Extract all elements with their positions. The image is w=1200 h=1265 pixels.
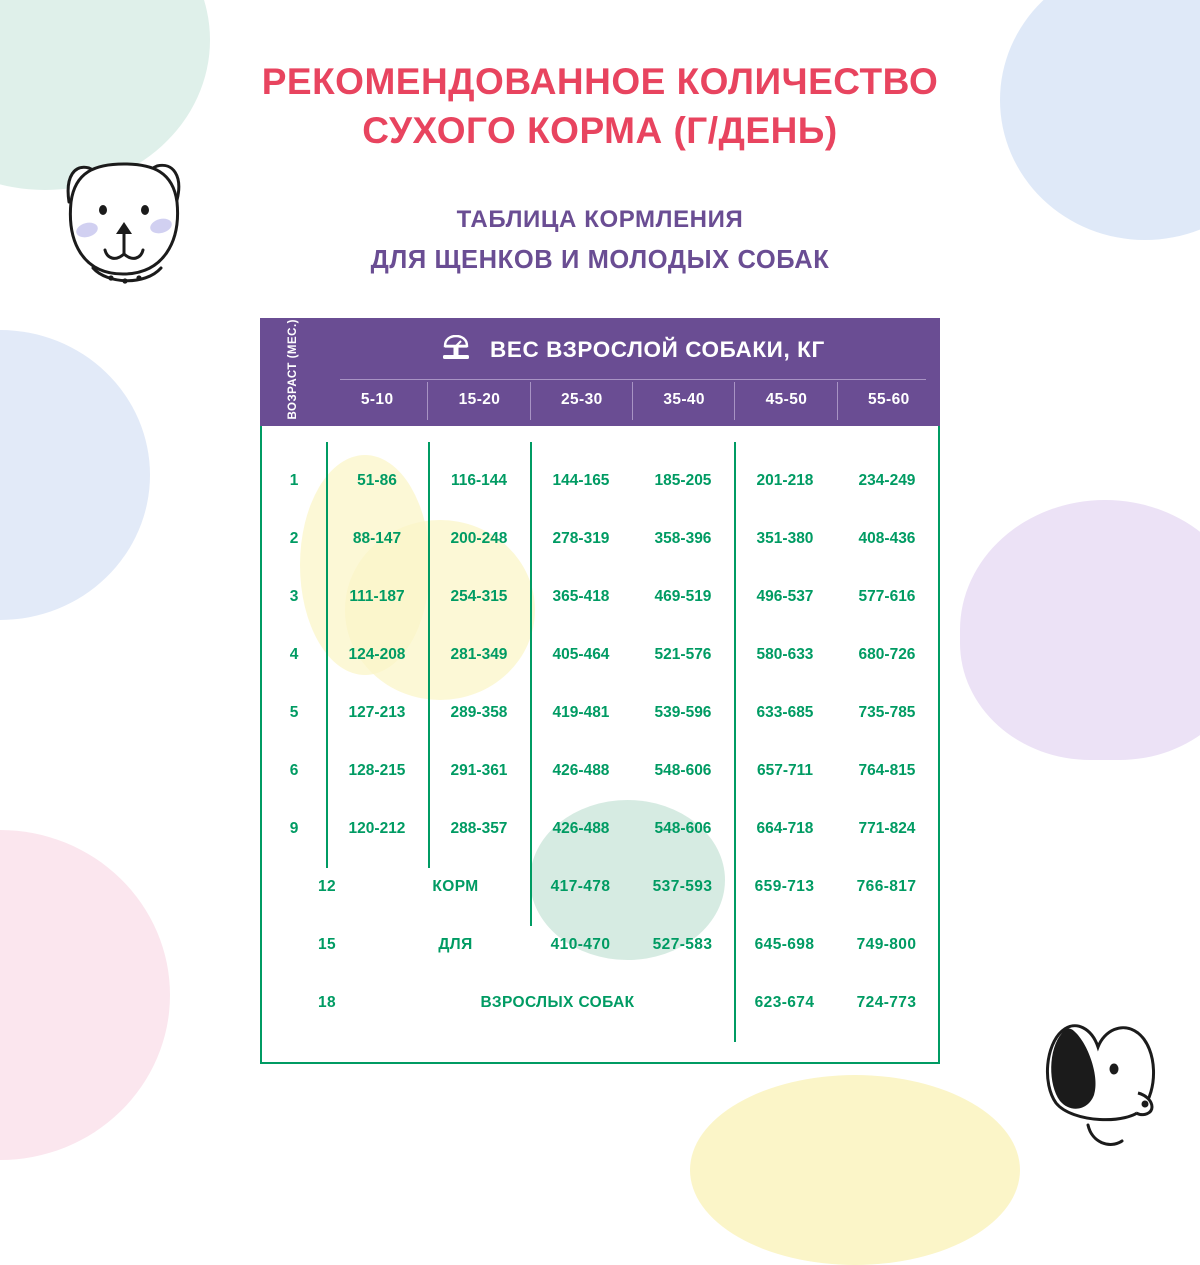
table-row [262, 626, 938, 684]
weight-column-5: 45-50 [735, 380, 837, 425]
weight-column-3: 25-30 [531, 380, 633, 425]
weight-columns-row [260, 380, 940, 425]
cell: 185-205 [654, 471, 712, 489]
row-age: 9 [289, 819, 299, 837]
cell: 111-187 [326, 568, 428, 626]
cell: 291-361 [428, 742, 530, 800]
cell: 623-674 [734, 974, 836, 1032]
dog-head-illustration-right [1018, 1007, 1188, 1172]
table-row [262, 742, 938, 800]
cell: 144-165 [530, 452, 632, 510]
table-row [262, 974, 938, 1032]
weight-column-4: 35-40 [633, 380, 735, 425]
cell: 408-436 [858, 529, 916, 547]
row-age: 2 [289, 529, 299, 547]
row-age: 5 [289, 703, 299, 721]
cell: 664-718 [734, 800, 836, 858]
cell: 659-713 [734, 858, 836, 916]
cell: 657-711 [734, 742, 836, 800]
dog-head-illustration-left [45, 150, 205, 305]
scale-icon [441, 335, 471, 367]
cell: 724-773 [856, 993, 917, 1011]
cell: 410-470 [550, 935, 611, 953]
cell: 417-478 [530, 858, 632, 916]
cell: 288-357 [428, 800, 530, 858]
feeding-table [260, 318, 940, 1064]
weight-column-1: 5-10 [326, 380, 428, 425]
cell: 469-519 [654, 587, 712, 605]
cell: 278-319 [530, 510, 632, 568]
subtitle-line-2: ДЛЯ ЩЕНКОВ И МОЛОДЫХ СОБАК [370, 245, 830, 274]
cell: 124-208 [326, 626, 428, 684]
row-age: 18 [318, 993, 337, 1011]
cell: 539-596 [654, 703, 712, 721]
cell: 548-606 [654, 761, 712, 779]
cell: 426-488 [530, 742, 632, 800]
cell: 351-380 [734, 510, 836, 568]
feeding-table-header [260, 318, 940, 426]
age-column-header-label: ВОЗРАСТ (МЕС.) [286, 319, 299, 420]
cell: 120-212 [326, 800, 428, 858]
cell: 548-606 [654, 819, 712, 837]
cell: 633-685 [734, 684, 836, 742]
table-row [262, 510, 938, 568]
row-age: 12 [318, 877, 337, 895]
weight-column-6: 55-60 [838, 380, 940, 425]
row-age: 6 [289, 761, 299, 779]
adult-note-line-2: ДЛЯ [438, 935, 473, 953]
cell: 537-593 [652, 877, 713, 895]
cell: 645-698 [734, 916, 836, 974]
table-row [262, 684, 938, 742]
cell: 426-488 [530, 800, 632, 858]
table-row [262, 916, 938, 974]
cell: 51-86 [326, 452, 428, 510]
cell: 234-249 [858, 471, 916, 489]
cell: 128-215 [326, 742, 428, 800]
subtitle-line-1: ТАБЛИЦА КОРМЛЕНИЯ [456, 205, 744, 233]
cell: 764-815 [858, 761, 916, 779]
weight-column-2: 15-20 [428, 380, 530, 425]
row-age: 1 [289, 471, 299, 489]
cell: 580-633 [734, 626, 836, 684]
cell: 200-248 [428, 510, 530, 568]
age-column-header [260, 318, 326, 426]
weight-header-label: ВЕС ВЗРОСЛОЙ СОБАКИ, КГ [489, 336, 825, 362]
cell: 254-315 [428, 568, 530, 626]
table-row [262, 800, 938, 858]
row-age: 3 [289, 587, 299, 605]
table-row [262, 858, 938, 916]
cell: 577-616 [858, 587, 916, 605]
header-title-row [260, 318, 940, 379]
adult-note-line-3: ВЗРОСЛЫХ СОБАК [480, 993, 635, 1011]
cell: 88-147 [326, 510, 428, 568]
cell: 405-464 [530, 626, 632, 684]
row-age: 15 [318, 935, 337, 953]
cell: 521-576 [654, 645, 712, 663]
table-row [262, 452, 938, 510]
cell: 496-537 [734, 568, 836, 626]
cell: 201-218 [734, 452, 836, 510]
cell: 116-144 [428, 452, 530, 510]
cell: 527-583 [652, 935, 713, 953]
table-row [262, 568, 938, 626]
cell: 680-726 [858, 645, 916, 663]
cell: 358-396 [654, 529, 712, 547]
cell: 281-349 [428, 626, 530, 684]
cell: 365-418 [530, 568, 632, 626]
weight-header [326, 318, 940, 379]
cell: 735-785 [858, 703, 916, 721]
cell: 289-358 [428, 684, 530, 742]
adult-note-line-1: КОРМ [432, 877, 479, 895]
cell: 127-213 [326, 684, 428, 742]
feeding-values-table [262, 452, 938, 1032]
cell: 766-817 [856, 877, 917, 895]
cell: 749-800 [856, 935, 917, 953]
cell: 771-824 [858, 819, 916, 837]
cell: 419-481 [530, 684, 632, 742]
row-age: 4 [289, 645, 299, 663]
feeding-table-body [260, 426, 940, 1064]
page-title: РЕКОМЕНДОВАННОЕ КОЛИЧЕСТВО СУХОГО КОРМА (Г/ДЕНЬ) [261, 61, 939, 151]
